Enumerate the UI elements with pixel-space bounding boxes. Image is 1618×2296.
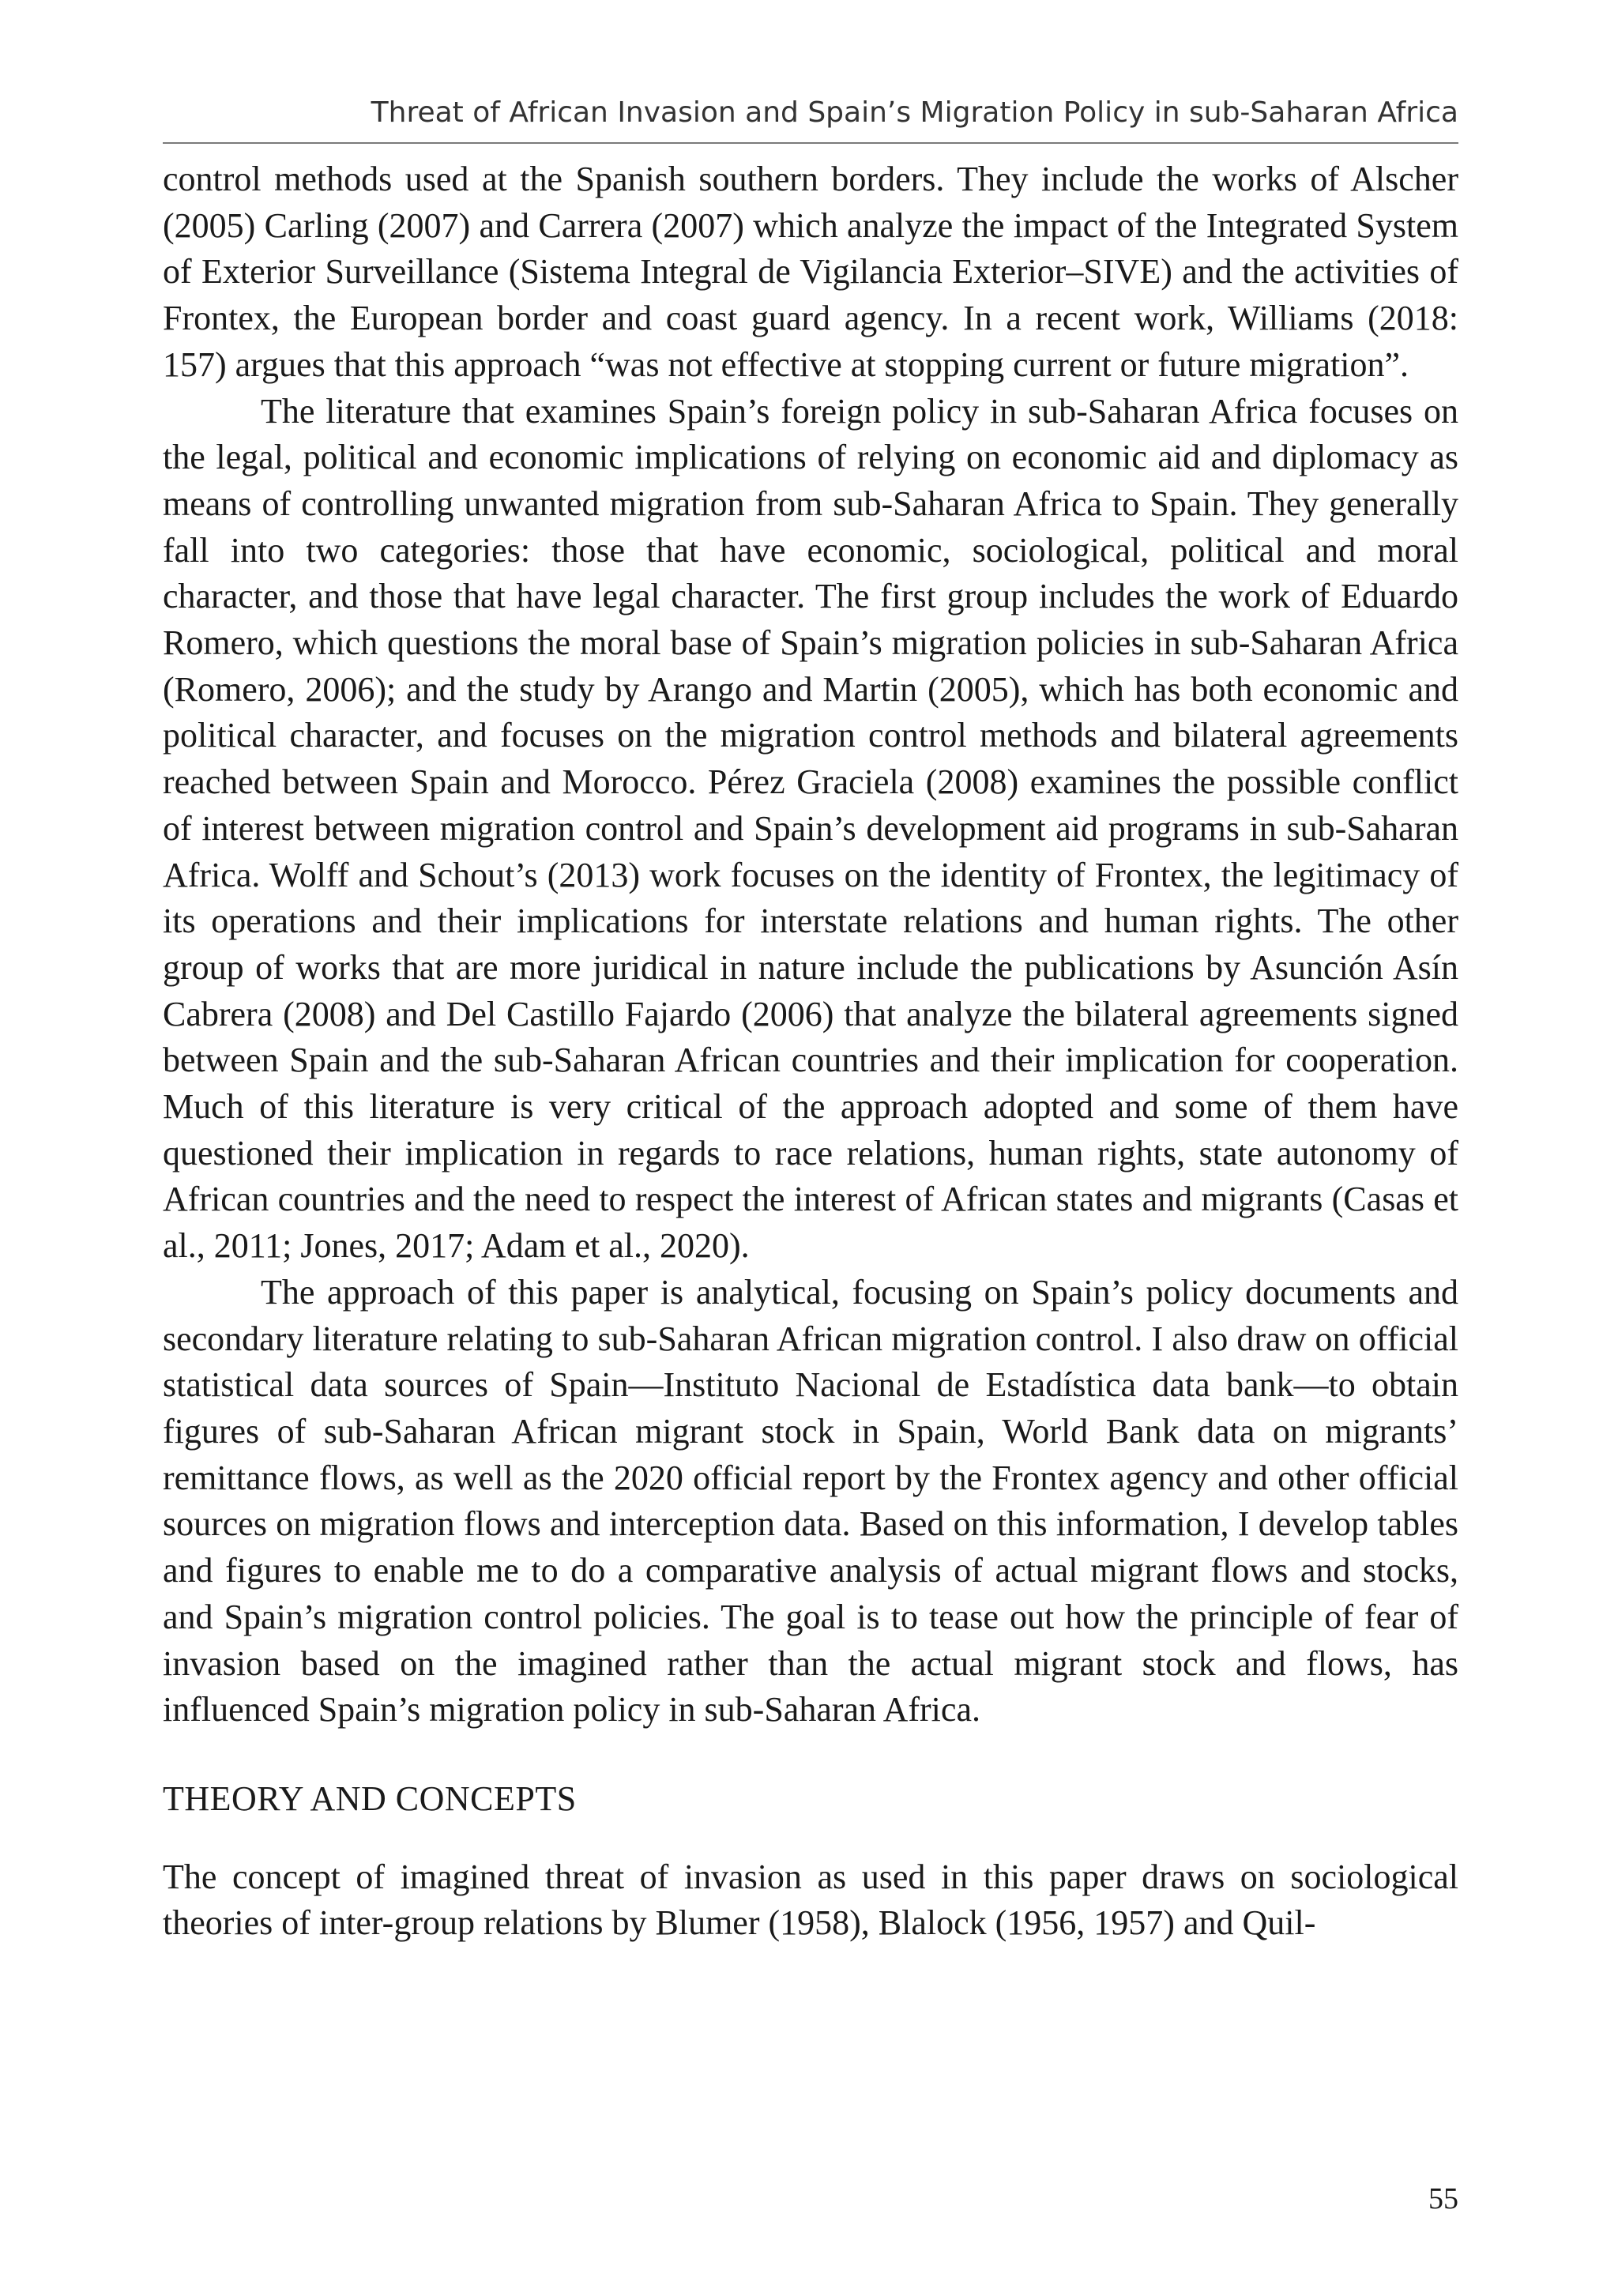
paragraph-theory: The concept of imagined threat of invasion as used in this paper draws on sociological theories of inter-group relations by Blumer (1958), Blalock (1956, 1957) and Quil- bbox=[163, 1857, 1458, 1943]
paragraph-continuation: control methods used at the Spanish southern borders. They include the works of Alscher (2005) Carling (2007) and Carrera (2007) which analyze the impact of the Integrated System of Exterior Surveillance (Sistema Integral de Vigilancia Exterior–SIVE) and the activities of Frontex, the European border and coast guard agency. In a recent work, Williams (2018: 157) argues that this approach “was not effective at stopping current or future migration”. bbox=[163, 160, 1458, 384]
header-rule bbox=[163, 142, 1458, 144]
paragraph-literature-review: The literature that examines Spain’s foreign policy in sub-Saharan Africa focuses on the legal, political and economic implications of relying on economic aid and diplomacy as means of controlling unwanted migration from sub-Saharan Africa to Spain. They generally fall into two categories: those that have economic, sociological, political and moral character, and those that have legal character. The first group includes the work of Eduardo Romero, which questions the moral base of Spain’s migration policies in sub-Saharan Africa (Romero, 2006); and the study by Arango and Martin (2005), which has both economic and political character, and focuses on the migration control methods and bilateral agreements reached between Spain and Morocco. Pérez Graciela (2008) examines the possible conflict of interest between migration control and Spain’s development aid programs in sub-Saharan Africa. Wolff and Schout’s (2013) work focuses on the identity of Frontex, the legitimacy of its operations and their implications for interstate relations and human rights. The other group of works that are more juridical in nature include the publications by Asunción Asín Cabrera (2008) and Del Castillo Fajardo (2006) that analyze the bilateral agreements signed between Spain and the sub-Saharan African countries and their implication for cooperation. Much of this literature is very critical of the approach adopted and some of them have questioned their implication in regards to race relations, human rights, state autonomy of African countries and the need to respect the interest of African states and migrants (Casas et al., 2011; Jones, 2017; Adam et al., 2020). bbox=[163, 391, 1458, 1266]
page-number: 55 bbox=[1428, 2182, 1458, 2215]
section-heading: THEORY AND CONCEPTS bbox=[163, 1778, 577, 1818]
main-text bbox=[163, 156, 1458, 1947]
paragraph-approach: The approach of this paper is analytical, focusing on Spain’s policy documents and secondary literature relating to sub-Saharan African migration control. I also draw on official statistical data sources of Spain—Instituto Nacional de Estadística data bank—to obtain figures of sub-Saharan African migrant stock in Spain, World Bank data on migrants’ remittance flows, as well as the 2020 official report by the Frontex agency and other official sources on migration flows and interception data. Based on this information, I develop tables and figures to enable me to do a comparative analysis of actual migrant flows and stocks, and Spain’s migration control policies. The goal is to tease out how the principle of fear of invasion based on the imagined rather than the actual migrant stock and flows, has influenced Spain’s migration policy in sub-Saharan Africa. bbox=[163, 1272, 1458, 1730]
running-head: Threat of African Invasion and Spain’s Migration Policy in sub-Saharan Africa bbox=[371, 96, 1458, 129]
